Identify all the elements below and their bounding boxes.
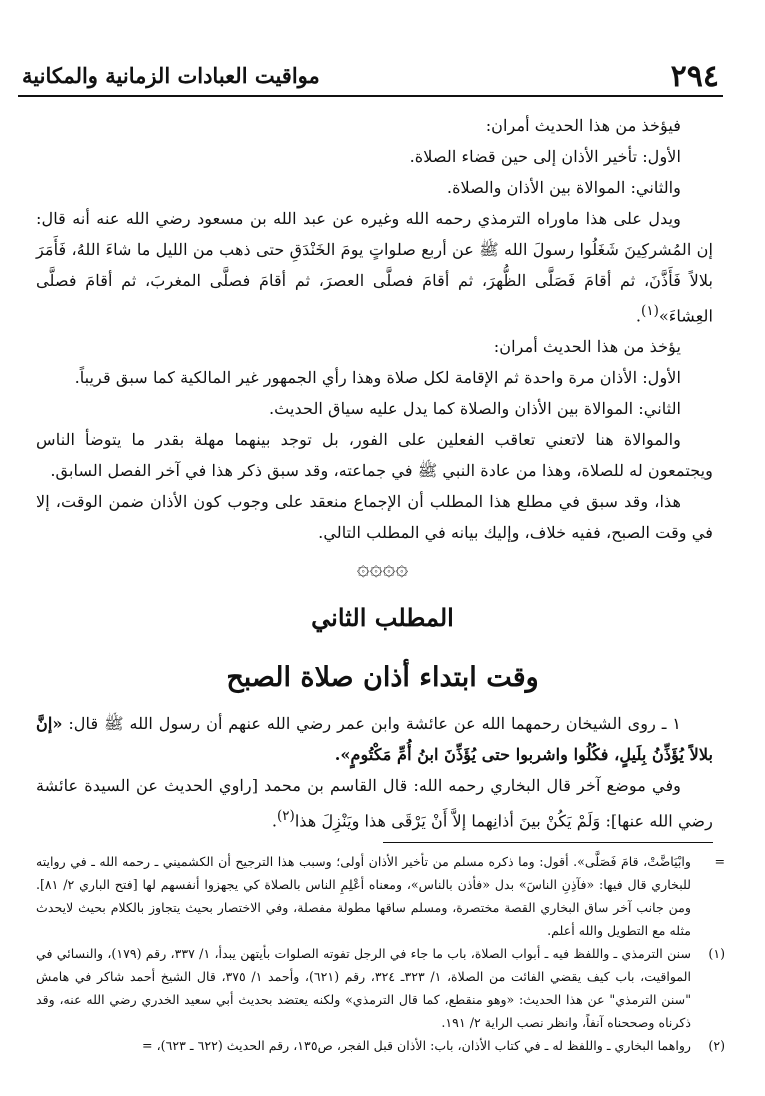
- ornament-divider: [0, 556, 765, 581]
- footnote: [36, 1034, 725, 1057]
- paragraph: [36, 708, 713, 770]
- paragraph: هذا، وقد سبق في مطلع هذا المطلب أن الإجماع منعقد على وجوب كون الأذان ضمن الوقت، إلا في وقت الصبح، ففيه خلاف، وإليك بيانه في المطلب التالي.: [36, 492, 713, 543]
- ornament-icon: ۞: [382, 556, 396, 581]
- footnote: [36, 942, 725, 1034]
- section-subtitle: وقت ابتداء أذان صلاة الصبح: [226, 662, 539, 693]
- main-text: [36, 110, 713, 548]
- ornament-icon: ۞: [369, 556, 383, 581]
- paragraph-end: .: [271, 811, 277, 831]
- paragraph-text: وفي موضع آخر قال البخاري رحمه الله: قال القاسم بن محمد [راوي الحديث عن السيدة عائشة رضي الله عنها]: وَلَمْ يَكُنْ بينَ أذانِهما إلاَّ أَنْ يَرْقَى هذا ويَنْزِلَ هذا: [36, 776, 713, 831]
- page-number: ٢٩٤: [670, 59, 719, 94]
- ornament-icon: ۞: [395, 556, 409, 581]
- paragraph: والثاني: الموالاة بين الأذان والصلاة.: [446, 178, 681, 197]
- footnote-ref: (١): [641, 303, 659, 319]
- running-title: مواقيت العبادات الزمانية والمكانية: [22, 63, 320, 88]
- section-heading: المطلب الثاني: [311, 603, 454, 632]
- footnote-marker: (٢): [708, 1038, 725, 1053]
- paragraph: الأول: تأخير الأذان إلى حين قضاء الصلاة.: [409, 147, 681, 166]
- footnote-text: سنن الترمذي ـ واللفظ فيه ـ أبواب الصلاة، باب ما جاء في الرجل تفوته الصلوات بأيتهن يبدأ، ١/ ٣٣٧، رقم (١٧٩)، والنسائي في المواقيت، باب كيف يقضي الفائت من الصلاة، ١/ ٣٢٣ـ ٣٢٤، رقم (٦٢١)، وأحمد ١/ ٣٧٥، قال الشيخ أحمد شاكر في هامش "سنن الترمذي" عن هذا الحديث: «وهو منقطع، كما قال الترمذي» ولكنه يعتضد بحديث أبي سعيد الخدري رضي الله عنه، وقد ذكرناه وصححناه آنفاً، وانظر نصب الراية ٢/ ١٩١.: [36, 946, 692, 1030]
- paragraph: الأول: الأذان مرة واحدة ثم الإقامة لكل صلاة وهذا رأي الجمهور غير المالكية كما سبق قريباً.: [74, 368, 681, 388]
- footnote-ref: (٢): [276, 808, 295, 824]
- paragraph: [36, 770, 713, 836]
- footnote: [36, 850, 725, 942]
- hadith-section: [36, 708, 713, 836]
- hadith-quote: «إنَّ بلالاً يُؤَذِّنُ بِلَيلٍ، فكُلُوا واشربوا حتى يُؤَذِّنَ ابنُ أُمِّ مَكْتُومٍ».: [36, 714, 713, 764]
- footnote-text: رواهما البخاري ـ واللفظ له ـ في كتاب الأذان، باب: الأذان قبل الفجر، ص١٣٥، رقم الحديث (٦٢٢ ـ ٦٢٣)، =: [142, 1038, 691, 1053]
- paragraph-text: ويدل على هذا ماوراه الترمذي رحمه الله وغيره عن عبد الله بن مسعود رضي الله عنه أنه قال: إن المُشركِينَ شَغَلُوا رسولَ الله ﷺ عن أربع صلواتٍ يومَ الخَنْدَقِ حتى ذهب من الليل ما شاءَ اللهُ، فَأَمَرَ بلالاً فَأَذَّنَ، ثم أقامَ فَصَلَّى الظُّهرَ، ثم أقامَ فصلَّى العصرَ، ثم أقامَ فصلَّى المغربَ، ثم أقامَ فصلَّى العِشاءَ»: [36, 209, 713, 326]
- footnote-marker: (١): [708, 946, 725, 961]
- paragraph: والموالاة هنا لاتعني تعاقب الفعلين على الفور، بل توجد بينهما مهلة بقدر ما يتوضأ الناس ويجتمعون له للصلاة، وهذا من عادة النبي ﷺ في جماعته، وقد سبق ذكر هذا في آخر الفصل السابق.: [36, 430, 713, 481]
- paragraph: فيؤخذ من هذا الحديث أمران:: [485, 116, 681, 135]
- paragraph: [36, 203, 713, 331]
- paragraph: الثاني: الموالاة بين الأذان والصلاة كما يدل عليه سياق الحديث.: [268, 399, 681, 419]
- footnote-divider: [383, 842, 713, 843]
- page-header: [18, 55, 723, 97]
- footnote-marker: =: [714, 854, 725, 869]
- footnote-text: وابْيَاضَّتْ، قامَ فَصَلَّى». أقول: وما ذكره مسلم من تأخير الأذان أولى؛ وسبب هذا الترجيح أن الكشميني ـ رحمه الله ـ في روايته للبخاري قال فيها: «فآذِنِ الناسَ» بدل «فأذن بالناس»، ومعناه أعْلِمِ الناس بالصلاة كي يجهزوا أنفسهم لها [فتح الباري ٢/ ٨١]. ومن جانب آخر ساق البخاري القصة مختصرة، ومسلم ساقها مطولة مفصلة، وفي الاختصار بحيث يتجاوز بالكلام بحيث لايحدث مثله مع التطويل والله أعلم.: [36, 854, 691, 938]
- paragraph-text: ١ ـ روى الشيخان رحمهما الله عن عائشة وابن عمر رضي الله عنهم أن رسول الله ﷺ قال:: [62, 714, 681, 733]
- paragraph-end: .: [635, 306, 642, 326]
- paragraph: يؤخذ من هذا الحديث أمران:: [493, 337, 681, 357]
- footnotes: [36, 850, 725, 1057]
- ornament-icon: ۞: [356, 556, 370, 581]
